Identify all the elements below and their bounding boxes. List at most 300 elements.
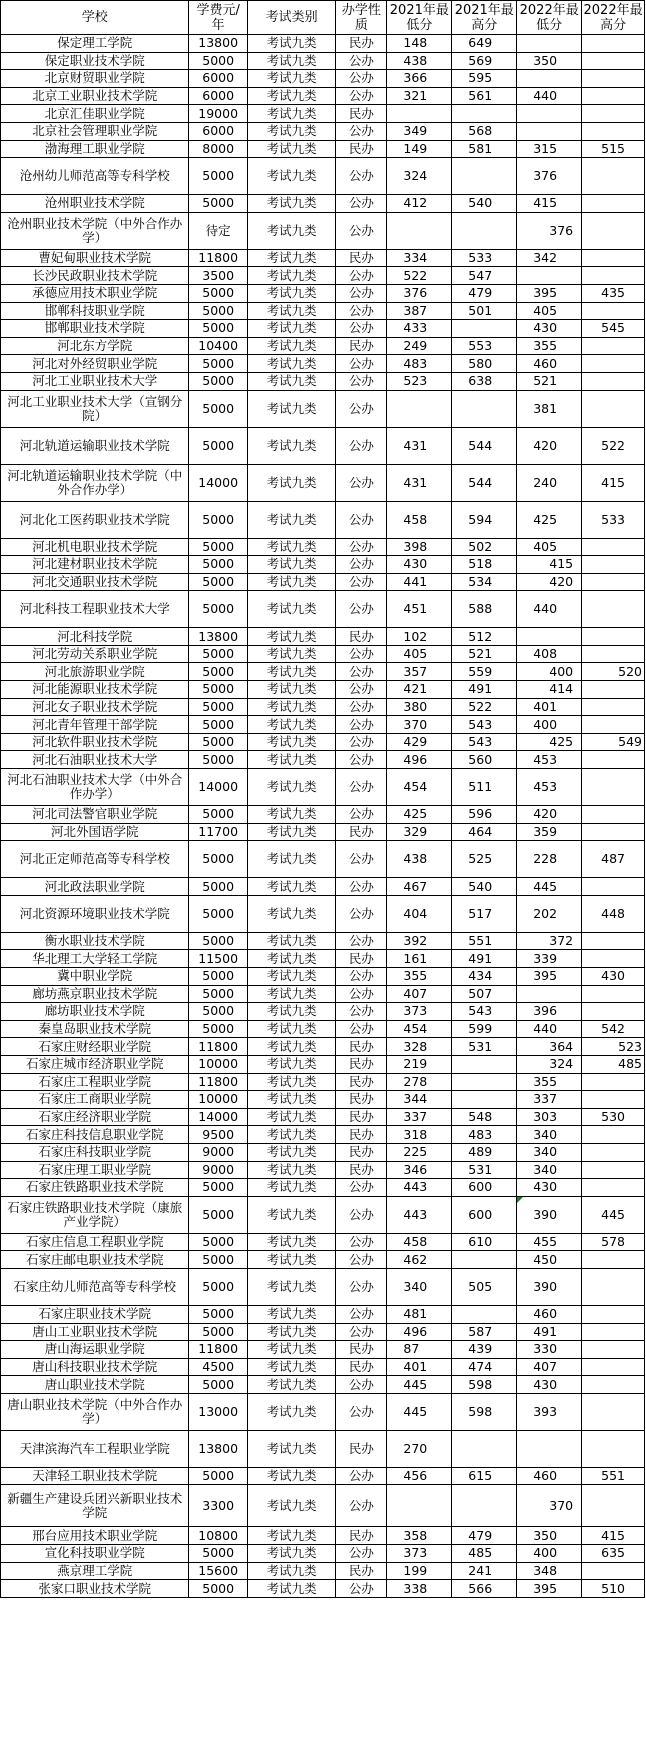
header-max-2021: 2021年最高分 — [452, 1, 517, 35]
min-2022-cell: 395 — [517, 1580, 582, 1598]
tuition-cell: 5000 — [189, 158, 248, 195]
tuition-cell: 5000 — [189, 1268, 248, 1305]
tuition-cell: 5000 — [189, 1196, 248, 1233]
exam-type-cell: 考试九类 — [247, 122, 335, 140]
min-2022-cell: 395 — [517, 968, 582, 986]
ownership-cell: 公办 — [336, 895, 387, 932]
max-2022-cell — [582, 372, 645, 390]
exam-type-cell: 考试九类 — [247, 1055, 335, 1073]
max-2021-cell: 561 — [452, 87, 517, 105]
exam-type-cell: 考试九类 — [247, 140, 335, 158]
max-2022-cell — [582, 70, 645, 88]
school-cell: 石家庄职业技术学院 — [1, 1305, 189, 1323]
min-2022-cell: 407 — [517, 1358, 582, 1376]
ownership-cell: 公办 — [336, 1251, 387, 1269]
ownership-cell: 民办 — [336, 140, 387, 158]
max-2022-cell — [582, 681, 645, 699]
school-cell: 石家庄邮电职业技术学院 — [1, 1251, 189, 1269]
tuition-cell: 5000 — [189, 501, 248, 538]
max-2022-cell: 510 — [582, 1580, 645, 1598]
table-row — [1, 681, 645, 699]
tuition-cell: 5000 — [189, 681, 248, 699]
max-2021-cell: 464 — [452, 823, 517, 841]
min-2022-cell: 408 — [517, 645, 582, 663]
exam-type-cell: 考试九类 — [247, 195, 335, 213]
ownership-cell: 公办 — [336, 501, 387, 538]
ownership-cell: 公办 — [336, 663, 387, 681]
table-row — [1, 823, 645, 841]
ownership-cell: 公办 — [336, 1467, 387, 1485]
ownership-cell: 公办 — [336, 158, 387, 195]
min-2021-cell: 149 — [387, 140, 452, 158]
school-cell: 河北建材职业技术学院 — [1, 556, 189, 574]
max-2022-cell — [582, 716, 645, 734]
table-row — [1, 1091, 645, 1109]
tuition-cell: 5000 — [189, 1305, 248, 1323]
max-2021-cell: 594 — [452, 501, 517, 538]
tuition-cell: 5000 — [189, 968, 248, 986]
exam-type-cell: 考试九类 — [247, 733, 335, 751]
school-cell: 邯郸职业技术学院 — [1, 320, 189, 338]
max-2021-cell: 544 — [452, 464, 517, 501]
tuition-cell: 10800 — [189, 1527, 248, 1545]
min-2022-cell: 455 — [517, 1233, 582, 1251]
exam-type-cell: 考试九类 — [247, 1341, 335, 1359]
max-2021-cell: 548 — [452, 1108, 517, 1126]
tuition-cell: 5000 — [189, 302, 248, 320]
ownership-cell: 公办 — [336, 1545, 387, 1563]
min-2022-cell: 315 — [517, 140, 582, 158]
school-cell: 沧州幼儿师范高等专科学校 — [1, 158, 189, 195]
max-2021-cell — [452, 1485, 517, 1527]
tuition-cell: 5000 — [189, 591, 248, 628]
exam-type-cell: 考试九类 — [247, 212, 335, 249]
tuition-cell: 3500 — [189, 267, 248, 285]
ownership-cell: 公办 — [336, 284, 387, 302]
min-2022-cell: 372 — [517, 932, 582, 950]
ownership-cell: 民办 — [336, 1073, 387, 1091]
min-2022-cell: 400 — [517, 716, 582, 734]
min-2022-cell: 460 — [517, 355, 582, 373]
max-2022-cell — [582, 1358, 645, 1376]
table-row — [1, 122, 645, 140]
exam-type-cell: 考试九类 — [247, 1003, 335, 1021]
school-cell: 唐山职业技术学院（中外合作办学） — [1, 1393, 189, 1430]
table-row — [1, 769, 645, 806]
school-cell: 石家庄铁路职业技术学院（康旅产业学院） — [1, 1196, 189, 1233]
exam-type-cell: 考试九类 — [247, 950, 335, 968]
min-2022-cell: 445 — [517, 878, 582, 896]
school-cell: 秦皇岛职业技术学院 — [1, 1020, 189, 1038]
max-2022-cell — [582, 1179, 645, 1197]
max-2022-cell — [582, 35, 645, 53]
min-2022-cell: 340 — [517, 1161, 582, 1179]
table-row — [1, 372, 645, 390]
min-2022-cell: 401 — [517, 698, 582, 716]
table-row — [1, 1268, 645, 1305]
ownership-cell: 公办 — [336, 769, 387, 806]
min-2022-cell: 355 — [517, 337, 582, 355]
exam-type-cell: 考试九类 — [247, 1562, 335, 1580]
min-2022-cell: 414 — [517, 681, 582, 699]
school-cell: 燕京理工学院 — [1, 1562, 189, 1580]
tuition-cell: 5000 — [189, 52, 248, 70]
ownership-cell: 公办 — [336, 878, 387, 896]
ownership-cell: 民办 — [336, 950, 387, 968]
max-2021-cell: 598 — [452, 1393, 517, 1430]
table-row — [1, 645, 645, 663]
exam-type-cell: 考试九类 — [247, 284, 335, 302]
max-2021-cell: 479 — [452, 284, 517, 302]
min-2022-cell: 355 — [517, 1073, 582, 1091]
tuition-cell: 15600 — [189, 1562, 248, 1580]
tuition-cell: 5000 — [189, 878, 248, 896]
school-cell: 宣化科技职业学院 — [1, 1545, 189, 1563]
min-2021-cell — [387, 105, 452, 123]
school-cell: 河北女子职业技术学院 — [1, 698, 189, 716]
min-2021-cell: 458 — [387, 501, 452, 538]
min-2022-cell — [517, 985, 582, 1003]
max-2021-cell: 547 — [452, 267, 517, 285]
min-2022-cell — [517, 122, 582, 140]
tuition-cell: 13800 — [189, 1430, 248, 1467]
table-row — [1, 1376, 645, 1394]
min-2022-cell: 430 — [517, 320, 582, 338]
ownership-cell: 民办 — [336, 1161, 387, 1179]
ownership-cell: 公办 — [336, 681, 387, 699]
min-2021-cell: 346 — [387, 1161, 452, 1179]
exam-type-cell: 考试九类 — [247, 1161, 335, 1179]
exam-type-cell: 考试九类 — [247, 698, 335, 716]
max-2021-cell: 491 — [452, 681, 517, 699]
min-2021-cell: 161 — [387, 950, 452, 968]
min-2021-cell — [387, 390, 452, 427]
table-row — [1, 1055, 645, 1073]
school-cell: 河北工业职业技术大学 — [1, 372, 189, 390]
ownership-cell: 公办 — [336, 355, 387, 373]
tuition-cell: 9000 — [189, 1143, 248, 1161]
school-cell: 北京汇佳职业学院 — [1, 105, 189, 123]
min-2022-cell: 359 — [517, 823, 582, 841]
table-row — [1, 968, 645, 986]
exam-type-cell: 考试九类 — [247, 751, 335, 769]
school-cell: 石家庄幼儿师范高等专科学校 — [1, 1268, 189, 1305]
min-2022-cell: 440 — [517, 591, 582, 628]
table-row — [1, 140, 645, 158]
school-cell: 河北石油职业技术大学 — [1, 751, 189, 769]
max-2021-cell: 540 — [452, 878, 517, 896]
tuition-cell: 14000 — [189, 464, 248, 501]
school-cell: 河北正定师范高等专科学校 — [1, 841, 189, 878]
max-2021-cell: 534 — [452, 573, 517, 591]
exam-type-cell: 考试九类 — [247, 841, 335, 878]
school-cell: 河北工业职业技术大学（宣钢分院） — [1, 390, 189, 427]
max-2021-cell: 521 — [452, 645, 517, 663]
ownership-cell: 公办 — [336, 1196, 387, 1233]
max-2021-cell: 598 — [452, 1376, 517, 1394]
table-row — [1, 985, 645, 1003]
min-2022-cell: 350 — [517, 52, 582, 70]
table-row — [1, 932, 645, 950]
min-2022-cell: 420 — [517, 427, 582, 464]
school-cell: 河北旅游职业学院 — [1, 663, 189, 681]
school-cell: 石家庄信息工程职业学院 — [1, 1233, 189, 1251]
max-2021-cell — [452, 1091, 517, 1109]
tuition-cell: 11500 — [189, 950, 248, 968]
school-cell: 河北对外经贸职业学院 — [1, 355, 189, 373]
school-cell: 北京工业职业技术学院 — [1, 87, 189, 105]
ownership-cell: 公办 — [336, 1580, 387, 1598]
max-2021-cell: 587 — [452, 1323, 517, 1341]
min-2022-cell: 521 — [517, 372, 582, 390]
exam-type-cell: 考试九类 — [247, 1196, 335, 1233]
min-2022-cell: 400 — [517, 663, 582, 681]
tuition-cell: 5000 — [189, 841, 248, 878]
exam-type-cell: 考试九类 — [247, 573, 335, 591]
min-2021-cell: 321 — [387, 87, 452, 105]
max-2021-cell: 491 — [452, 950, 517, 968]
tuition-cell: 10000 — [189, 1055, 248, 1073]
ownership-cell: 民办 — [336, 35, 387, 53]
min-2021-cell: 373 — [387, 1003, 452, 1021]
header-min-2022: 2022年最低分 — [517, 1, 582, 35]
min-2022-cell: 339 — [517, 950, 582, 968]
min-2021-cell: 392 — [387, 932, 452, 950]
max-2021-cell: 638 — [452, 372, 517, 390]
tuition-cell: 5000 — [189, 751, 248, 769]
tuition-cell: 14000 — [189, 769, 248, 806]
tuition-cell: 11700 — [189, 823, 248, 841]
tuition-cell: 5000 — [189, 895, 248, 932]
tuition-cell: 5000 — [189, 1376, 248, 1394]
max-2022-cell: 551 — [582, 1467, 645, 1485]
ownership-cell: 公办 — [336, 1323, 387, 1341]
exam-type-cell: 考试九类 — [247, 895, 335, 932]
ownership-cell: 公办 — [336, 122, 387, 140]
tuition-cell: 5000 — [189, 1233, 248, 1251]
tuition-cell: 9500 — [189, 1126, 248, 1144]
min-2022-cell: 440 — [517, 87, 582, 105]
min-2021-cell: 405 — [387, 645, 452, 663]
max-2021-cell — [452, 105, 517, 123]
max-2021-cell: 507 — [452, 985, 517, 1003]
exam-type-cell: 考试九类 — [247, 1126, 335, 1144]
min-2021-cell: 376 — [387, 284, 452, 302]
min-2021-cell: 425 — [387, 806, 452, 824]
max-2022-cell — [582, 1143, 645, 1161]
max-2021-cell — [452, 1055, 517, 1073]
max-2022-cell — [582, 195, 645, 213]
max-2021-cell: 610 — [452, 1233, 517, 1251]
exam-type-cell: 考试九类 — [247, 1485, 335, 1527]
table-row — [1, 716, 645, 734]
min-2021-cell: 398 — [387, 538, 452, 556]
max-2021-cell: 502 — [452, 538, 517, 556]
min-2021-cell: 401 — [387, 1358, 452, 1376]
max-2021-cell: 595 — [452, 70, 517, 88]
school-cell: 河北资源环境职业技术学院 — [1, 895, 189, 932]
exam-type-cell: 考试九类 — [247, 716, 335, 734]
table-row — [1, 320, 645, 338]
exam-type-cell: 考试九类 — [247, 681, 335, 699]
max-2021-cell: 543 — [452, 733, 517, 751]
ownership-cell: 民办 — [336, 1143, 387, 1161]
exam-type-cell: 考试九类 — [247, 1038, 335, 1056]
ownership-cell: 公办 — [336, 52, 387, 70]
ownership-cell: 民办 — [336, 249, 387, 267]
min-2021-cell: 355 — [387, 968, 452, 986]
ownership-cell: 公办 — [336, 87, 387, 105]
exam-type-cell: 考试九类 — [247, 372, 335, 390]
table-row — [1, 501, 645, 538]
ownership-cell: 公办 — [336, 1020, 387, 1038]
min-2022-cell: 303 — [517, 1108, 582, 1126]
min-2021-cell: 278 — [387, 1073, 452, 1091]
school-cell: 河北石油职业技术大学（中外合作办学） — [1, 769, 189, 806]
max-2022-cell: 445 — [582, 1196, 645, 1233]
exam-type-cell: 考试九类 — [247, 1233, 335, 1251]
min-2021-cell: 199 — [387, 1562, 452, 1580]
tuition-cell: 5000 — [189, 645, 248, 663]
school-cell: 河北东方学院 — [1, 337, 189, 355]
school-cell: 河北轨道运输职业技术学院（中外合作办学） — [1, 464, 189, 501]
min-2022-cell: 393 — [517, 1393, 582, 1430]
min-2021-cell: 467 — [387, 878, 452, 896]
min-2022-cell — [517, 1430, 582, 1467]
table-row — [1, 1073, 645, 1091]
table-row — [1, 1341, 645, 1359]
min-2021-cell: 412 — [387, 195, 452, 213]
max-2021-cell: 600 — [452, 1196, 517, 1233]
max-2022-cell — [582, 1393, 645, 1430]
exam-type-cell: 考试九类 — [247, 628, 335, 646]
school-cell: 石家庄科技信息职业学院 — [1, 1126, 189, 1144]
school-cell: 唐山科技职业技术学院 — [1, 1358, 189, 1376]
tuition-cell: 10000 — [189, 1091, 248, 1109]
exam-type-cell: 考试九类 — [247, 1527, 335, 1545]
min-2022-cell: 415 — [517, 195, 582, 213]
table-row — [1, 1233, 645, 1251]
max-2022-cell: 545 — [582, 320, 645, 338]
school-cell: 河北科技工程职业技术大学 — [1, 591, 189, 628]
min-2021-cell: 445 — [387, 1393, 452, 1430]
header-row — [1, 1, 645, 35]
ownership-cell: 公办 — [336, 1305, 387, 1323]
max-2022-cell — [582, 1091, 645, 1109]
exam-type-cell: 考试九类 — [247, 70, 335, 88]
exam-type-cell: 考试九类 — [247, 1358, 335, 1376]
exam-type-cell: 考试九类 — [247, 1323, 335, 1341]
table-row — [1, 1527, 645, 1545]
min-2022-cell: 450 — [517, 1251, 582, 1269]
min-2021-cell: 270 — [387, 1430, 452, 1467]
max-2021-cell: 479 — [452, 1527, 517, 1545]
table-row — [1, 1179, 645, 1197]
exam-type-cell: 考试九类 — [247, 932, 335, 950]
exam-type-cell: 考试九类 — [247, 1073, 335, 1091]
ownership-cell: 民办 — [336, 1358, 387, 1376]
min-2021-cell: 454 — [387, 769, 452, 806]
tuition-cell: 5000 — [189, 733, 248, 751]
max-2022-cell — [582, 122, 645, 140]
table-row — [1, 337, 645, 355]
school-cell: 张家口职业技术学院 — [1, 1580, 189, 1598]
exam-type-cell: 考试九类 — [247, 591, 335, 628]
ownership-cell: 公办 — [336, 195, 387, 213]
max-2022-cell: 523 — [582, 1038, 645, 1056]
table-row — [1, 195, 645, 213]
min-2021-cell: 344 — [387, 1091, 452, 1109]
table-row — [1, 249, 645, 267]
max-2022-cell — [582, 538, 645, 556]
tuition-cell: 3300 — [189, 1485, 248, 1527]
tuition-cell: 5000 — [189, 320, 248, 338]
exam-type-cell: 考试九类 — [247, 1179, 335, 1197]
max-2022-cell — [582, 1323, 645, 1341]
min-2022-cell: 415 — [517, 556, 582, 574]
table-row — [1, 806, 645, 824]
max-2022-cell — [582, 556, 645, 574]
table-row — [1, 628, 645, 646]
ownership-cell: 公办 — [336, 806, 387, 824]
min-2022-cell: 453 — [517, 769, 582, 806]
school-cell: 河北科技学院 — [1, 628, 189, 646]
max-2022-cell — [582, 878, 645, 896]
ownership-cell: 民办 — [336, 628, 387, 646]
min-2021-cell: 523 — [387, 372, 452, 390]
table-row — [1, 212, 645, 249]
school-cell: 新疆生产建设兵团兴新职业技术学院 — [1, 1485, 189, 1527]
ownership-cell: 民办 — [336, 1430, 387, 1467]
max-2022-cell — [582, 1485, 645, 1527]
min-2022-cell: 453 — [517, 751, 582, 769]
min-2021-cell: 318 — [387, 1126, 452, 1144]
max-2021-cell: 559 — [452, 663, 517, 681]
exam-type-cell: 考试九类 — [247, 105, 335, 123]
min-2021-cell: 438 — [387, 841, 452, 878]
max-2021-cell: 540 — [452, 195, 517, 213]
max-2022-cell — [582, 573, 645, 591]
min-2021-cell: 481 — [387, 1305, 452, 1323]
tuition-cell: 5000 — [189, 1323, 248, 1341]
min-2022-cell: 330 — [517, 1341, 582, 1359]
exam-type-cell: 考试九类 — [247, 501, 335, 538]
min-2022-cell: 390 — [517, 1268, 582, 1305]
school-cell: 北京社会管理职业学院 — [1, 122, 189, 140]
min-2021-cell: 357 — [387, 663, 452, 681]
max-2021-cell: 596 — [452, 806, 517, 824]
table-row — [1, 105, 645, 123]
school-cell: 保定职业技术学院 — [1, 52, 189, 70]
min-2021-cell: 329 — [387, 823, 452, 841]
ownership-cell: 公办 — [336, 302, 387, 320]
school-cell: 承德应用技术职业学院 — [1, 284, 189, 302]
min-2021-cell: 370 — [387, 716, 452, 734]
tuition-cell: 5000 — [189, 1580, 248, 1598]
tuition-cell: 5000 — [189, 1251, 248, 1269]
school-cell: 河北机电职业技术学院 — [1, 538, 189, 556]
tuition-cell: 5000 — [189, 1467, 248, 1485]
table-row — [1, 1251, 645, 1269]
school-cell: 石家庄铁路职业技术学院 — [1, 1179, 189, 1197]
tuition-cell: 19000 — [189, 105, 248, 123]
min-2022-cell: 460 — [517, 1305, 582, 1323]
min-2021-cell: 441 — [387, 573, 452, 591]
max-2022-cell — [582, 1268, 645, 1305]
table-row — [1, 663, 645, 681]
header-tuition: 学费元/年 — [189, 1, 248, 35]
tuition-cell: 5000 — [189, 716, 248, 734]
